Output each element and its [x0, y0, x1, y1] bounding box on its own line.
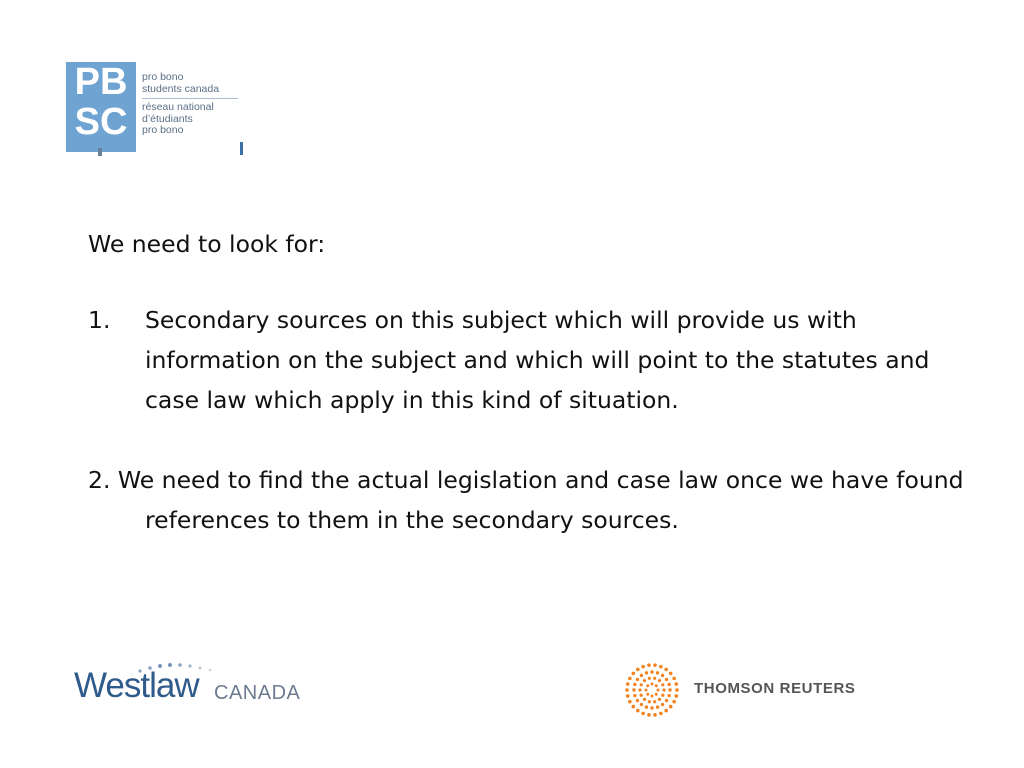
thomson-reuters-logo	[620, 658, 900, 722]
thomson-dot	[661, 703, 664, 706]
thomson-dot	[645, 689, 648, 692]
thomson-dot	[638, 688, 641, 691]
thomson-dot	[658, 679, 661, 682]
pbsc-logo-text	[142, 72, 246, 137]
pbsc-letters-bottom: SC	[74, 101, 128, 143]
thomson-dot	[641, 665, 645, 669]
pbsc-rule	[142, 98, 238, 99]
thomson-dot	[632, 688, 635, 691]
thomson-dot	[636, 699, 639, 702]
thomson-dot	[636, 668, 640, 672]
thomson-dot	[667, 683, 670, 686]
thomson-dot	[675, 688, 679, 692]
thomson-dot	[655, 684, 658, 687]
thomson-dot	[674, 682, 678, 686]
thomson-dot	[643, 679, 646, 682]
lead-text: We need to look for:	[88, 230, 326, 258]
pbsc-line-5: pro bono	[142, 124, 184, 136]
thomson-dot	[653, 700, 656, 703]
thomson-dot	[653, 713, 657, 717]
thomson-dot	[631, 705, 635, 709]
thomson-dot	[647, 713, 651, 717]
thomson-dot	[650, 670, 653, 673]
thomson-dot	[664, 668, 668, 672]
thomson-dot	[636, 678, 639, 681]
thomson-dot	[651, 683, 654, 686]
list-item-1	[88, 300, 988, 420]
thomson-dot	[647, 663, 651, 667]
thomson-dot	[640, 683, 643, 686]
westlaw-wordmark: Westlaw	[74, 666, 199, 705]
thomson-dot	[662, 688, 665, 691]
thomson-dot	[653, 663, 657, 667]
westlaw-canada-logo	[74, 660, 314, 710]
thomson-dot	[653, 677, 656, 680]
pbsc-tick-mark	[240, 142, 243, 155]
thomson-dot	[641, 712, 645, 716]
pbsc-line-4: d’étudiants	[142, 112, 193, 125]
thomson-dot	[672, 700, 676, 704]
thomson-dot	[669, 705, 673, 709]
thomson-dot	[631, 672, 635, 676]
thomson-dot	[668, 688, 671, 691]
pbsc-stub-mark	[98, 148, 102, 156]
pbsc-line-1: pro bono	[142, 71, 184, 83]
thomson-reuters-icon	[620, 658, 684, 722]
thomson-dot	[665, 678, 668, 681]
list-item-text: Secondary sources on this subject which will provide us with information on the subject and which will point to the statutes and case law which apply in this kind of situation.	[145, 306, 930, 414]
thomson-dot	[645, 705, 648, 708]
thomson-dot	[625, 688, 629, 692]
list-item-2: 2. We need to find the actual legislation and case law once we have found references to them in the secondary sources.	[88, 466, 964, 534]
thomson-dot	[658, 698, 661, 701]
thomson-dot	[661, 694, 664, 697]
thomson-dot	[650, 706, 653, 709]
thomson-dot	[646, 684, 649, 687]
thomson-dot	[645, 671, 648, 674]
thomson-dot	[664, 709, 668, 713]
thomson-dot	[672, 677, 676, 681]
thomson-dot	[656, 671, 659, 674]
thomson-dot	[659, 665, 663, 669]
slide-body	[88, 224, 988, 540]
list-item-number: 1.	[88, 306, 111, 334]
thomson-dot	[674, 694, 678, 698]
thomson-dot	[643, 698, 646, 701]
thomson-dot	[628, 700, 632, 704]
thomson-dot	[667, 694, 670, 697]
thomson-dot	[657, 689, 660, 692]
pbsc-line-2: students canada	[142, 82, 220, 95]
thomson-dot	[659, 712, 663, 716]
thomson-dot	[648, 700, 651, 703]
thomson-dot	[626, 694, 630, 698]
pbsc-logo-letters	[66, 62, 136, 152]
thomson-dot	[651, 695, 654, 698]
thomson-dot	[636, 709, 640, 713]
thomson-reuters-wordmark: THOMSON REUTERS	[694, 680, 856, 697]
thomson-dot	[640, 674, 643, 677]
pbsc-line-3: réseau national	[142, 101, 214, 113]
westlaw-canada-label: CANADA	[214, 682, 301, 704]
thomson-dot	[633, 694, 636, 697]
thomson-dot	[656, 705, 659, 708]
thomson-dot	[633, 683, 636, 686]
thomson-dot	[661, 674, 664, 677]
thomson-dot	[655, 693, 658, 696]
thomson-dot	[661, 683, 664, 686]
thomson-dot	[669, 672, 673, 676]
thomson-dot	[626, 682, 630, 686]
thomson-dot	[646, 693, 649, 696]
thomson-dot	[628, 677, 632, 681]
thomson-dot	[648, 677, 651, 680]
pbsc-logo	[66, 62, 246, 156]
thomson-dot	[640, 703, 643, 706]
thomson-dot	[640, 694, 643, 697]
thomson-dot	[665, 699, 668, 702]
pbsc-letters-top: PB	[74, 61, 128, 103]
